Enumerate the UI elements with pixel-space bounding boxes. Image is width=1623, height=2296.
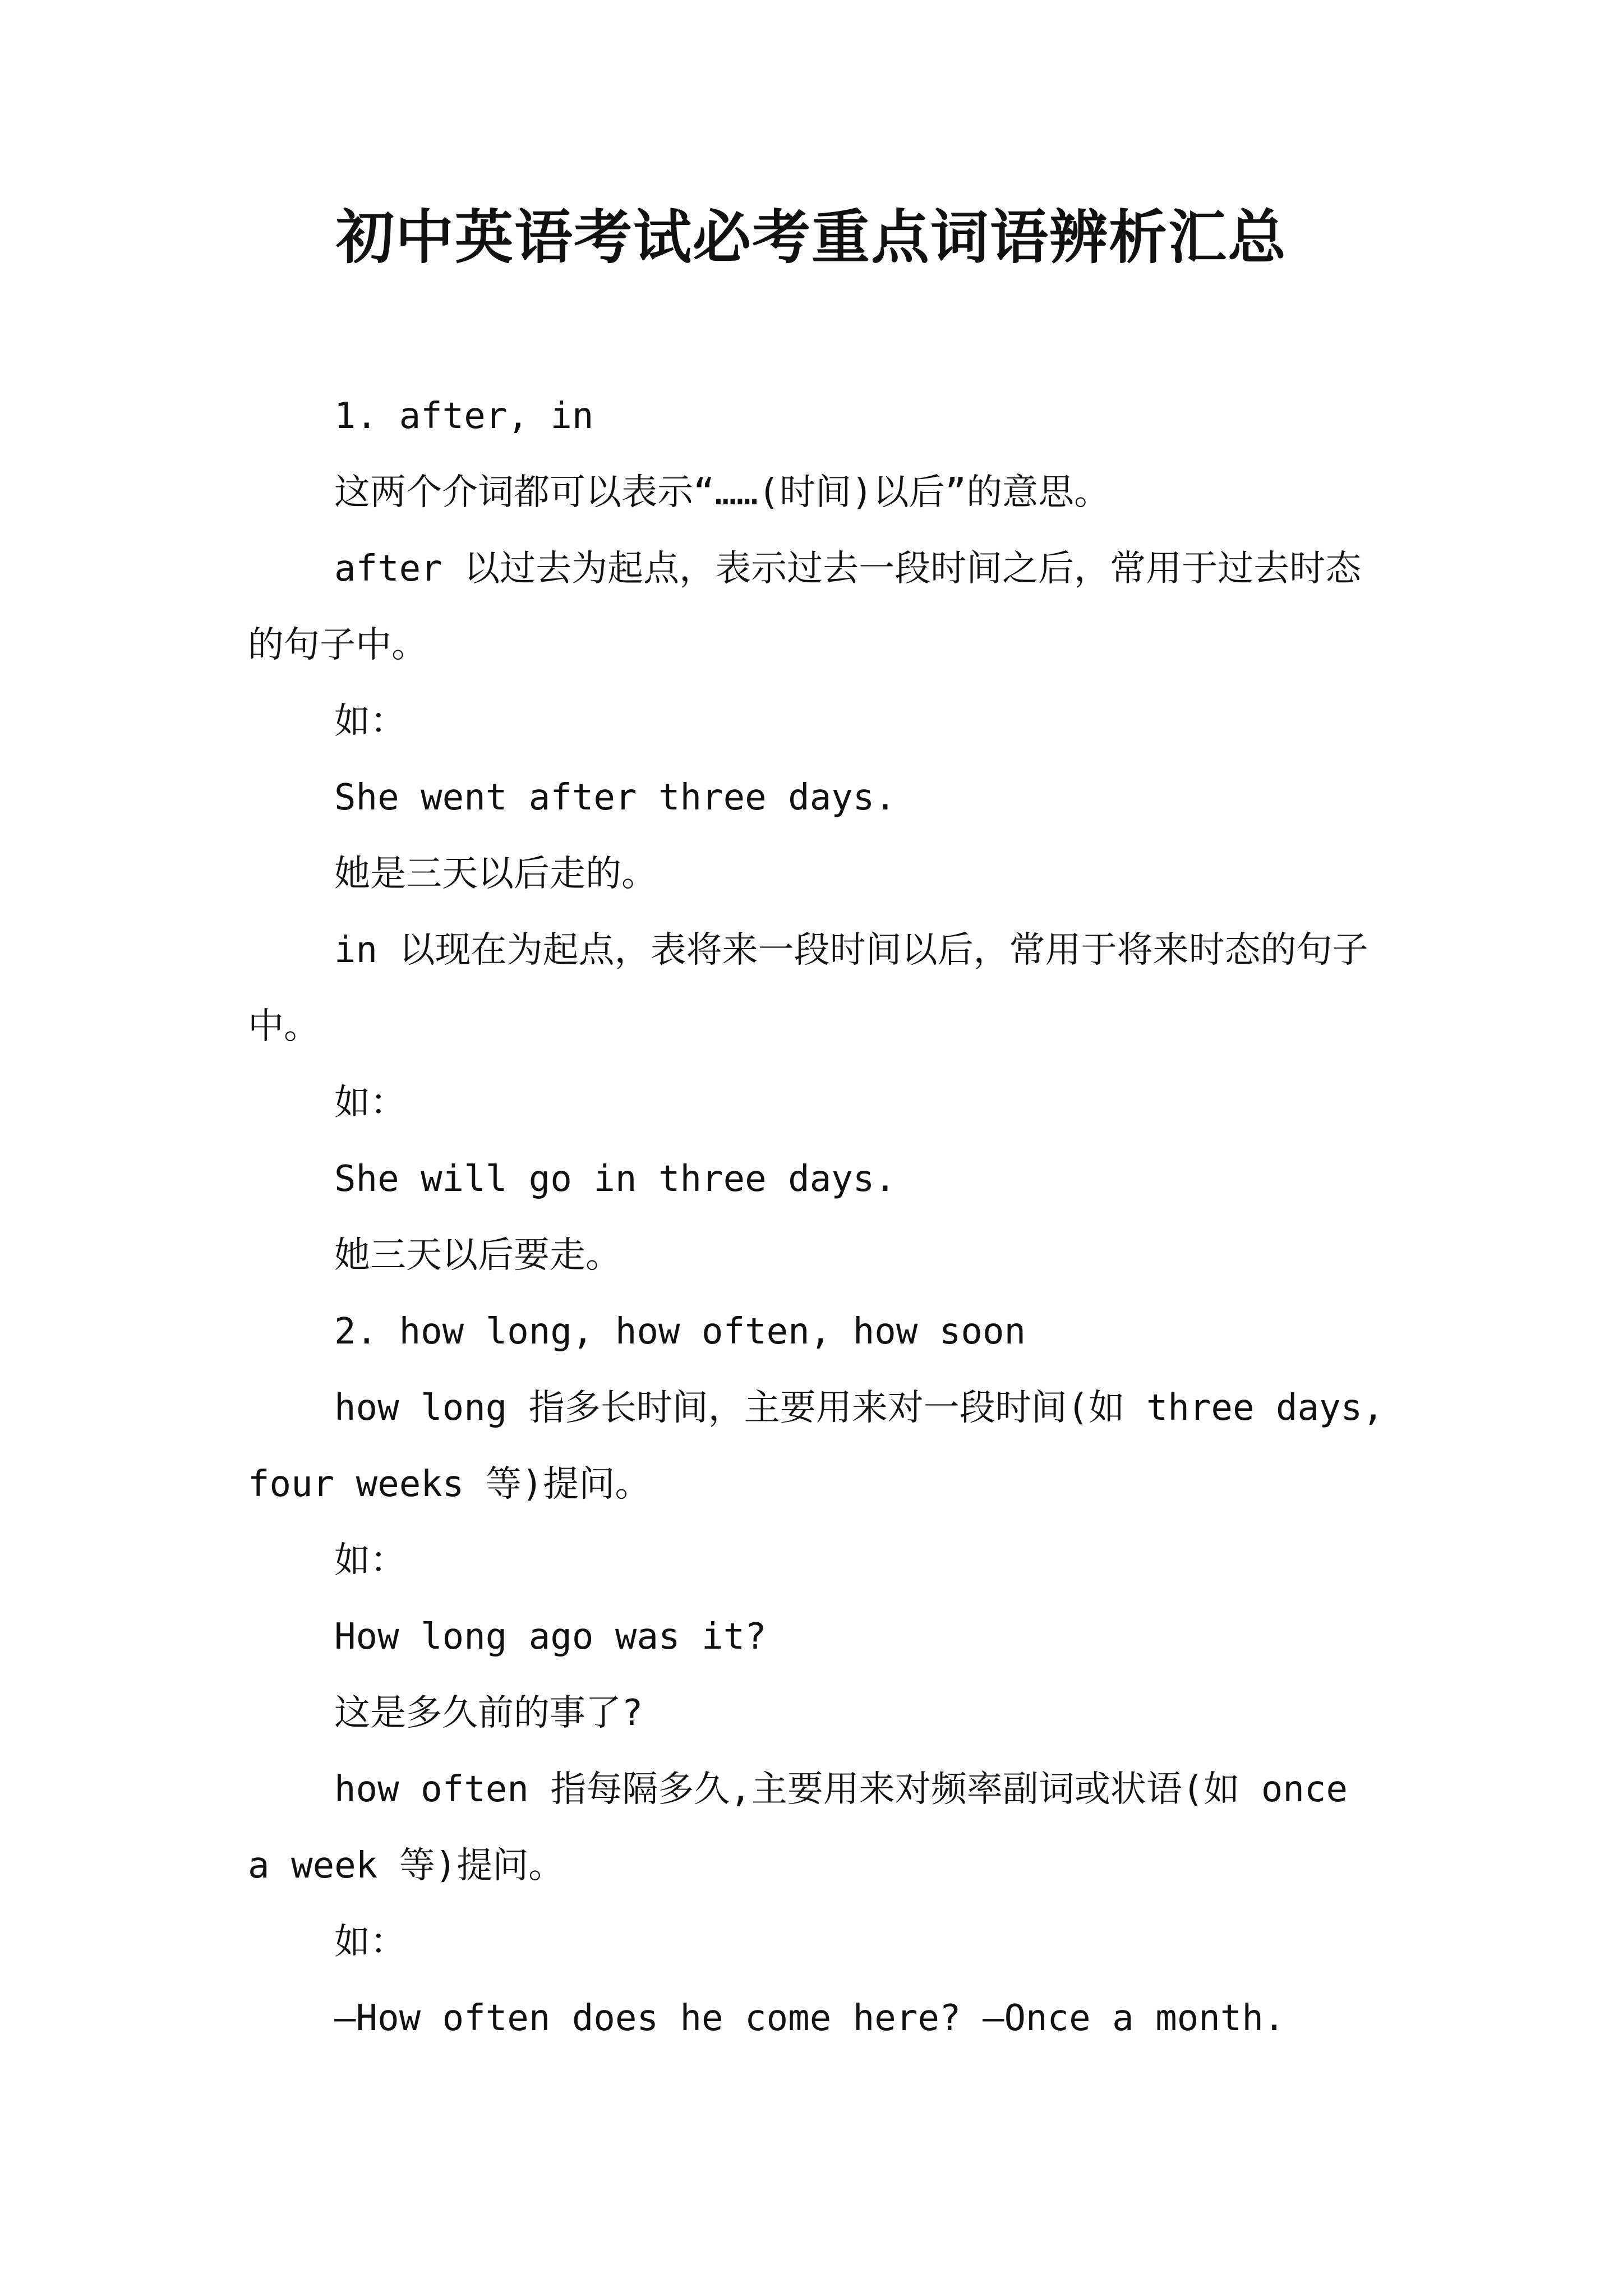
paragraph: 这两个介词都可以表示“……(时间)以后”的意思。 — [334, 472, 1110, 513]
paragraph: 她三天以后要走。 — [334, 1235, 621, 1276]
paragraph: after 以过去为起点，表示过去一段时间之后，常用于过去时态的句子中。 — [248, 548, 1362, 666]
paragraph: 如： — [334, 1921, 406, 1963]
paragraph: 这是多久前的事了? — [334, 1692, 643, 1734]
document-body — [248, 378, 1386, 2056]
paragraph: She will go in three days. — [334, 1158, 896, 1200]
paragraph: how often 指每隔多久,主要用来对频率副词或状语(如 once a week 等)提问。 — [248, 1769, 1348, 1887]
paragraph: in 以现在为起点，表将来一段时间以后，常用于将来时态的句子中。 — [248, 930, 1368, 1047]
paragraph: How long ago was it? — [334, 1616, 767, 1658]
paragraph: how long 指多长时间，主要用来对一段时间(如 three days, four weeks 等)提问。 — [248, 1387, 1384, 1505]
paragraph: 她是三天以后走的。 — [334, 853, 657, 895]
document-title: 初中英语考试必考重点词语辨析汇总 — [335, 203, 1287, 272]
paragraph: 如： — [334, 1082, 406, 1124]
paragraph: —How often does he come here? —Once a month. — [334, 1998, 1285, 2039]
paragraph: 如： — [334, 701, 406, 742]
paragraph: 2. how long, how often, how soon — [334, 1311, 1026, 1352]
paragraph: 如： — [334, 1540, 406, 1581]
paragraph: She went after three days. — [334, 777, 896, 818]
paragraph: 1. after, in — [334, 395, 594, 437]
